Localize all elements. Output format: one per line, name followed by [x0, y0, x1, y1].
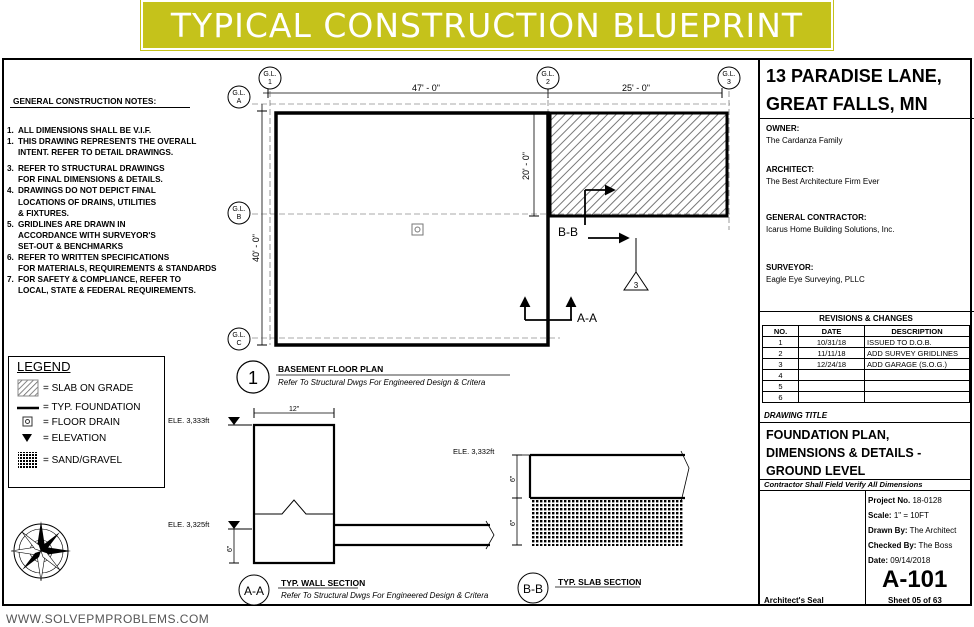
- table-row: 2 11/11/18 ADD SURVEY GRIDLINES: [763, 348, 970, 359]
- verify-note: Contractor Shall Field Verify All Dimensions: [764, 480, 923, 489]
- svg-text:Refer To Structural Dwgs For E: Refer To Structural Dwgs For Engineered Design & Critera: [278, 378, 486, 387]
- table-row: 6: [763, 392, 970, 403]
- svg-text:1: 1: [247, 368, 259, 388]
- notes-title: GENERAL CONSTRUCTION NOTES:: [13, 96, 157, 106]
- architect-value: The Best Architecture Firm Ever: [766, 177, 880, 186]
- detail-marker-3: [624, 238, 648, 290]
- note-item: 3. REFER TO STRUCTURAL DRAWINGS FOR FINAL DIMENSIONS & DETAILS.: [7, 164, 165, 185]
- svg-text:G.L.: G.L.: [232, 206, 246, 213]
- table-row: 5: [763, 381, 970, 392]
- svg-text:A-A: A-A: [243, 584, 265, 598]
- left-dimension: [251, 104, 267, 345]
- grid-bubble-a: [228, 86, 250, 108]
- revisions-header-row: NO. DATE DESCRIPTION: [763, 326, 970, 337]
- architect-seal-label: Architect's Seal: [764, 596, 824, 605]
- svg-text:12": 12": [289, 406, 300, 413]
- grid-bubble-2: [537, 67, 559, 89]
- legend-drain: = FLOOR DRAIN: [17, 416, 120, 428]
- floor-drain-icon: [412, 224, 423, 235]
- title-block-divider: [760, 118, 974, 119]
- svg-text:6": 6": [510, 519, 517, 526]
- svg-text:B-B: B-B: [558, 225, 579, 239]
- svg-text:G.L.: G.L.: [232, 90, 246, 97]
- project-info: Project No. 18-0128 Scale: 1" = 10FT Drawn By: The Architect Checked By: The Boss Date: 09/14/2018: [868, 496, 957, 565]
- svg-text:ELE. 3,325ft: ELE. 3,325ft: [168, 520, 210, 529]
- svg-text:2: 2: [546, 79, 550, 86]
- legend-foundation: = TYP. FOUNDATION: [17, 402, 141, 413]
- plan-title: [237, 361, 510, 393]
- svg-text:ELE. 3,332ft: ELE. 3,332ft: [453, 447, 495, 456]
- top-dimension: [263, 83, 722, 98]
- project-divider: [760, 490, 972, 491]
- section-cut-aa: [525, 298, 597, 325]
- grid-bubble-c: [228, 328, 250, 350]
- note-item: 7. FOR SAFETY & COMPLIANCE, REFER TO LOCAL, STATE & FEDERAL REQUIREMENTS.: [7, 275, 196, 296]
- svg-text:Refer To Structural Dwgs For E: Refer To Structural Dwgs For Engineered Design & Critera: [281, 591, 489, 600]
- owner-value: The Cardanza Family: [766, 136, 843, 145]
- svg-text:6": 6": [510, 475, 517, 482]
- owner-label: OWNER:: [766, 124, 800, 133]
- revisions-title: REVISIONS & CHANGES: [819, 314, 913, 323]
- gc-value: Icarus Home Building Solutions, Inc.: [766, 225, 895, 234]
- svg-text:G.L.: G.L.: [541, 71, 555, 78]
- svg-text:3: 3: [633, 281, 639, 290]
- svg-text:A-A: A-A: [577, 311, 598, 325]
- drawing-title-divider: [760, 422, 972, 423]
- note-item: 1. THIS DRAWING REPRESENTS THE OVERALL INTENT. REFER TO DETAIL DRAWINGS.: [7, 137, 197, 158]
- wall-section: [168, 406, 494, 605]
- svg-text:6": 6": [227, 545, 234, 552]
- surveyor-value: Eagle Eye Surveying, PLLC: [766, 275, 865, 284]
- grid-bubble-1: [259, 67, 281, 89]
- svg-text:20' - 0": 20' - 0": [521, 152, 531, 180]
- banner-title: TYPICAL CONSTRUCTION BLUEPRINT: [170, 5, 804, 45]
- svg-text:ELE. 3,333ft: ELE. 3,333ft: [168, 416, 210, 425]
- note-item: 6. REFER TO WRITTEN SPECIFICATIONS FOR MATERIALS, REQUIREMENTS & STANDARDS: [7, 253, 217, 274]
- legend-slab: = SLAB ON GRADE: [17, 379, 133, 397]
- svg-text:TYP. WALL SECTION: TYP. WALL SECTION: [281, 578, 366, 588]
- architect-label: ARCHITECT:: [766, 165, 814, 174]
- note-item: 4. DRAWINGS DO NOT DEPICT FINAL LOCATIONS OF DRAINS, UTILITIES & FIXTURES.: [7, 186, 157, 218]
- legend-gravel: = SAND/GRAVEL: [17, 451, 122, 469]
- project-address: 13 PARADISE LANE, GREAT FALLS, MN: [766, 66, 942, 114]
- svg-text:BASEMENT FLOOR PLAN: BASEMENT FLOOR PLAN: [278, 364, 384, 374]
- grid-bubble-b: [228, 202, 250, 224]
- dim-47ft: 47' - 0": [412, 83, 440, 93]
- table-row: 1 10/31/18 ISSUED TO D.O.B.: [763, 337, 970, 348]
- table-row: 4: [763, 370, 970, 381]
- svg-text:G.L.: G.L.: [263, 71, 277, 78]
- garage-slab: [550, 113, 727, 216]
- svg-text:A: A: [236, 98, 242, 105]
- svg-text:G.L.: G.L.: [232, 332, 246, 339]
- website-link[interactable]: WWW.SOLVEPMPROBLEMS.COM: [6, 612, 210, 626]
- dim-40ft: 40' - 0": [251, 234, 261, 262]
- svg-text:C: C: [236, 340, 242, 347]
- table-row: 3 12/24/18 ADD GARAGE (S.O.G.): [763, 359, 970, 370]
- sheet-number: A-101: [882, 566, 948, 593]
- svg-text:B-B: B-B: [522, 582, 544, 596]
- svg-text:B: B: [236, 214, 242, 221]
- dim-25ft: 25' - 0": [622, 83, 650, 93]
- garage-dimension: [521, 113, 539, 216]
- legend-title: LEGEND: [17, 359, 71, 374]
- revisions-table: [762, 325, 970, 403]
- svg-text:3: 3: [727, 79, 731, 86]
- gc-label: GENERAL CONTRACTOR:: [766, 213, 867, 222]
- svg-text:G.L.: G.L.: [722, 71, 736, 78]
- legend-elevation: = ELEVATION: [17, 432, 106, 444]
- project-vertical-divider: [865, 490, 866, 606]
- compass-rose-icon: [11, 521, 71, 581]
- svg-text:TYP. SLAB SECTION: TYP. SLAB SECTION: [558, 577, 642, 587]
- drawing-title-label: DRAWING TITLE: [764, 411, 828, 420]
- note-item: 5. GRIDLINES ARE DRAWN IN ACCORDANCE WITH SURVEYOR'S SET-OUT & BENCHMARKS: [7, 219, 156, 251]
- svg-text:1: 1: [268, 79, 272, 86]
- drawing-title: FOUNDATION PLAN, DIMENSIONS & DETAILS - GROUND LEVEL: [766, 428, 922, 478]
- grid-bubble-3: [718, 67, 740, 89]
- revisions-divider: [760, 311, 974, 312]
- note-item: 1. ALL DIMENSIONS SHALL BE V.I.F.: [7, 126, 152, 135]
- sheet-of: Sheet 05 of 63: [888, 596, 942, 605]
- surveyor-label: SURVEYOR:: [766, 263, 814, 272]
